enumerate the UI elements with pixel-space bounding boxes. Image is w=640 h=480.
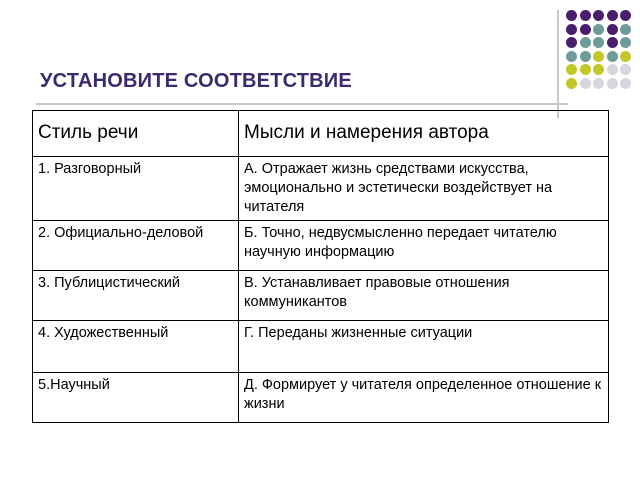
decorative-dot	[620, 37, 631, 48]
header-author-intent: Мысли и намерения автора	[239, 111, 609, 157]
table-row	[33, 373, 609, 423]
decorative-dot	[566, 78, 577, 89]
intent-cell: А. Отражает жизнь средствами искусства, эмоционально и эстетически воздействует на читателя	[239, 157, 609, 221]
table-row	[33, 221, 609, 271]
decorative-dot	[607, 51, 618, 62]
decorative-dot	[607, 78, 618, 89]
table-row	[33, 321, 609, 373]
horizontal-divider-line	[36, 103, 568, 105]
decorative-dot	[593, 10, 604, 21]
header-speech-style: Стиль речи	[33, 111, 239, 157]
decorative-dot	[593, 64, 604, 75]
decorative-dot	[620, 10, 631, 21]
decorative-dot	[620, 51, 631, 62]
table-row	[33, 157, 609, 221]
decorative-dot	[593, 37, 604, 48]
decorative-dot	[620, 78, 631, 89]
decorative-dot	[566, 37, 577, 48]
intent-cell: Д. Формирует у читателя определенное отношение к жизни	[239, 373, 609, 423]
decorative-dot	[607, 64, 618, 75]
style-cell: 5.Научный	[33, 373, 239, 423]
decorative-dot	[607, 37, 618, 48]
decorative-dot	[580, 51, 591, 62]
decorative-dot	[580, 24, 591, 35]
decorative-dot	[607, 10, 618, 21]
vertical-divider-line	[557, 10, 559, 118]
decorative-dot	[566, 10, 577, 21]
decorative-dot	[580, 64, 591, 75]
decorative-dot	[593, 78, 604, 89]
style-cell: 2. Официально-деловой	[33, 221, 239, 271]
decorative-dot	[566, 24, 577, 35]
matching-table	[32, 110, 609, 423]
table-row	[33, 271, 609, 321]
decorative-dot	[593, 51, 604, 62]
decorative-dot	[620, 24, 631, 35]
decorative-dot	[580, 10, 591, 21]
page-title: УСТАНОВИТЕ СООТВЕТСТВИЕ	[40, 70, 352, 92]
decorative-dot	[593, 24, 604, 35]
intent-cell: Г. Переданы жизненные ситуации	[239, 321, 609, 373]
style-cell: 1. Разговорный	[33, 157, 239, 221]
decorative-dot	[580, 37, 591, 48]
intent-cell: Б. Точно, недвусмысленно передает читателю научную информацию	[239, 221, 609, 271]
decorative-dot	[566, 64, 577, 75]
decorative-dot	[620, 64, 631, 75]
style-cell: 3. Публицистический	[33, 271, 239, 321]
style-cell: 4. Художественный	[33, 321, 239, 373]
intent-cell: В. Устанавливает правовые отношения коммуникантов	[239, 271, 609, 321]
decorative-dot	[580, 78, 591, 89]
table-header-row	[33, 111, 609, 157]
decorative-dot	[566, 51, 577, 62]
decorative-dot-grid	[566, 10, 640, 90]
decorative-dot	[607, 24, 618, 35]
